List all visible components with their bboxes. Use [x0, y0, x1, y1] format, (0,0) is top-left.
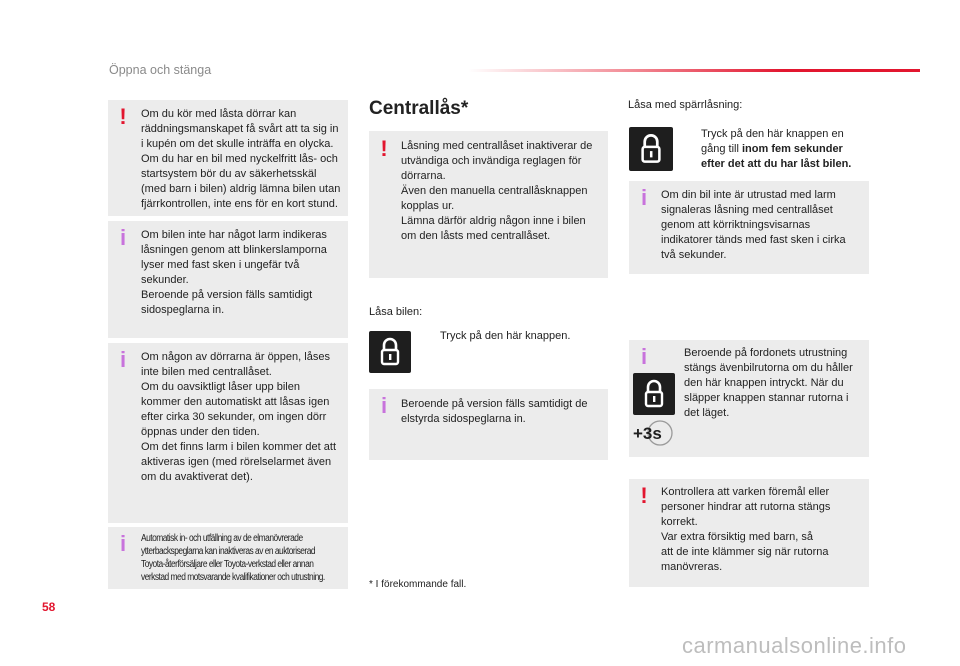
- left-info-text-2: Om någon av dörrarna är öppen, låses inte bilen med centrallåset. Om du oavsiktligt låser upp bilen kommer den automatiskt att låsas igen efter cirka 30 sekunder, om ingen dörr öppnas under den tiden. Om det finns larm i bilen kommer det att aktiveras igen (med rörelselarmet även om du avaktiverat det).: [141, 351, 337, 483]
- lock-button-icon: [629, 127, 673, 171]
- info-icon: i: [119, 531, 127, 556]
- header-accent-line: [468, 69, 920, 72]
- left-info-text-1: Om bilen inte har något larm indikeras låsningen genom att blinkerslamporna lyser med fast sken i ungefär två sekunder. Beroende på version fälls samtidigt sidospeglarna in.: [141, 229, 327, 316]
- right-warning-text: Kontrollera att varken föremål eller personer hindrar att rutorna stängs korrekt. Var extra försiktig med barn, så att de inte klämmer sig när rutorna manövreras.: [661, 486, 831, 573]
- lock-heading: Låsa bilen:: [369, 306, 423, 318]
- footnote: * I förekommande fall.: [369, 579, 467, 590]
- deadlock-instruction: Tryck på den här knappen en gång till inom fem sekunder efter det att du har låst bilen.: [701, 128, 852, 170]
- left-warning-text: Om du kör med låsta dörrar kan räddningsmanskapet få svårt att ta sig in i kupén om det skulle inträffa en olycka. Om du har en bil med nyckelfritt lås- och startsystem bör du av säkerhetsskäl (med barn i bilen) aldrig lämna bilen utan fjärrkontrollen, inte ens för en kort stund.: [141, 108, 341, 210]
- middle-warning-text: Låsning med centrallåset inaktiverar de utvändiga och invändiga reglagen för dörrarna. Även den manuella centrallåsknappen kopplas ur. Lämna därför aldrig någon inne i bilen om den låsts med centrallåset.: [401, 140, 593, 242]
- info-icon: i: [380, 393, 388, 418]
- info-icon: i: [640, 344, 648, 369]
- deadlock-heading: Låsa med spärrlåsning:: [628, 99, 743, 111]
- info-icon: i: [640, 185, 648, 210]
- watermark[interactable]: carmanualsonline.info: [682, 633, 907, 658]
- warning-icon: !: [119, 104, 127, 129]
- left-info-text-3: Automatisk in- och utfällning av de elmanövrerade ytterbackspeglarna kan inaktiveras av en auktoriserad Toyota-återförsäljare eller Toyota-verkstad eller annan verkstad med motsvarande kvalifikationer och utrustning.: [141, 533, 325, 583]
- warning-icon: !: [380, 136, 388, 161]
- info-icon: i: [119, 347, 127, 372]
- middle-info-text: Beroende på version fälls samtidigt de elstyrda sidospeglarna in.: [401, 398, 588, 425]
- svg-text:+3s: +3s: [633, 424, 662, 443]
- page-header-title: Öppna och stänga: [109, 63, 212, 77]
- lock-button-icon: [369, 331, 411, 373]
- right-info-text-2: Beroende på fordonets utrustning stängs ävenbilrutorna om du håller den här knappen intryckt. När du släpper knappen stannar rutorna i det läget.: [684, 347, 853, 419]
- page-number: 58: [42, 600, 56, 614]
- lock-instruction: Tryck på den här knappen.: [440, 330, 571, 342]
- three-second-hold-icon: [632, 420, 674, 446]
- section-title: Centrallås*: [369, 98, 469, 119]
- lock-button-icon: [633, 373, 675, 415]
- right-info-text-1: Om din bil inte är utrustad med larm signaleras låsning med centrallåset genom att körriktningsvisarnas indikatorer tänds med fast sken i cirka två sekunder.: [661, 189, 846, 261]
- info-icon: i: [119, 225, 127, 250]
- warning-icon: !: [640, 483, 648, 508]
